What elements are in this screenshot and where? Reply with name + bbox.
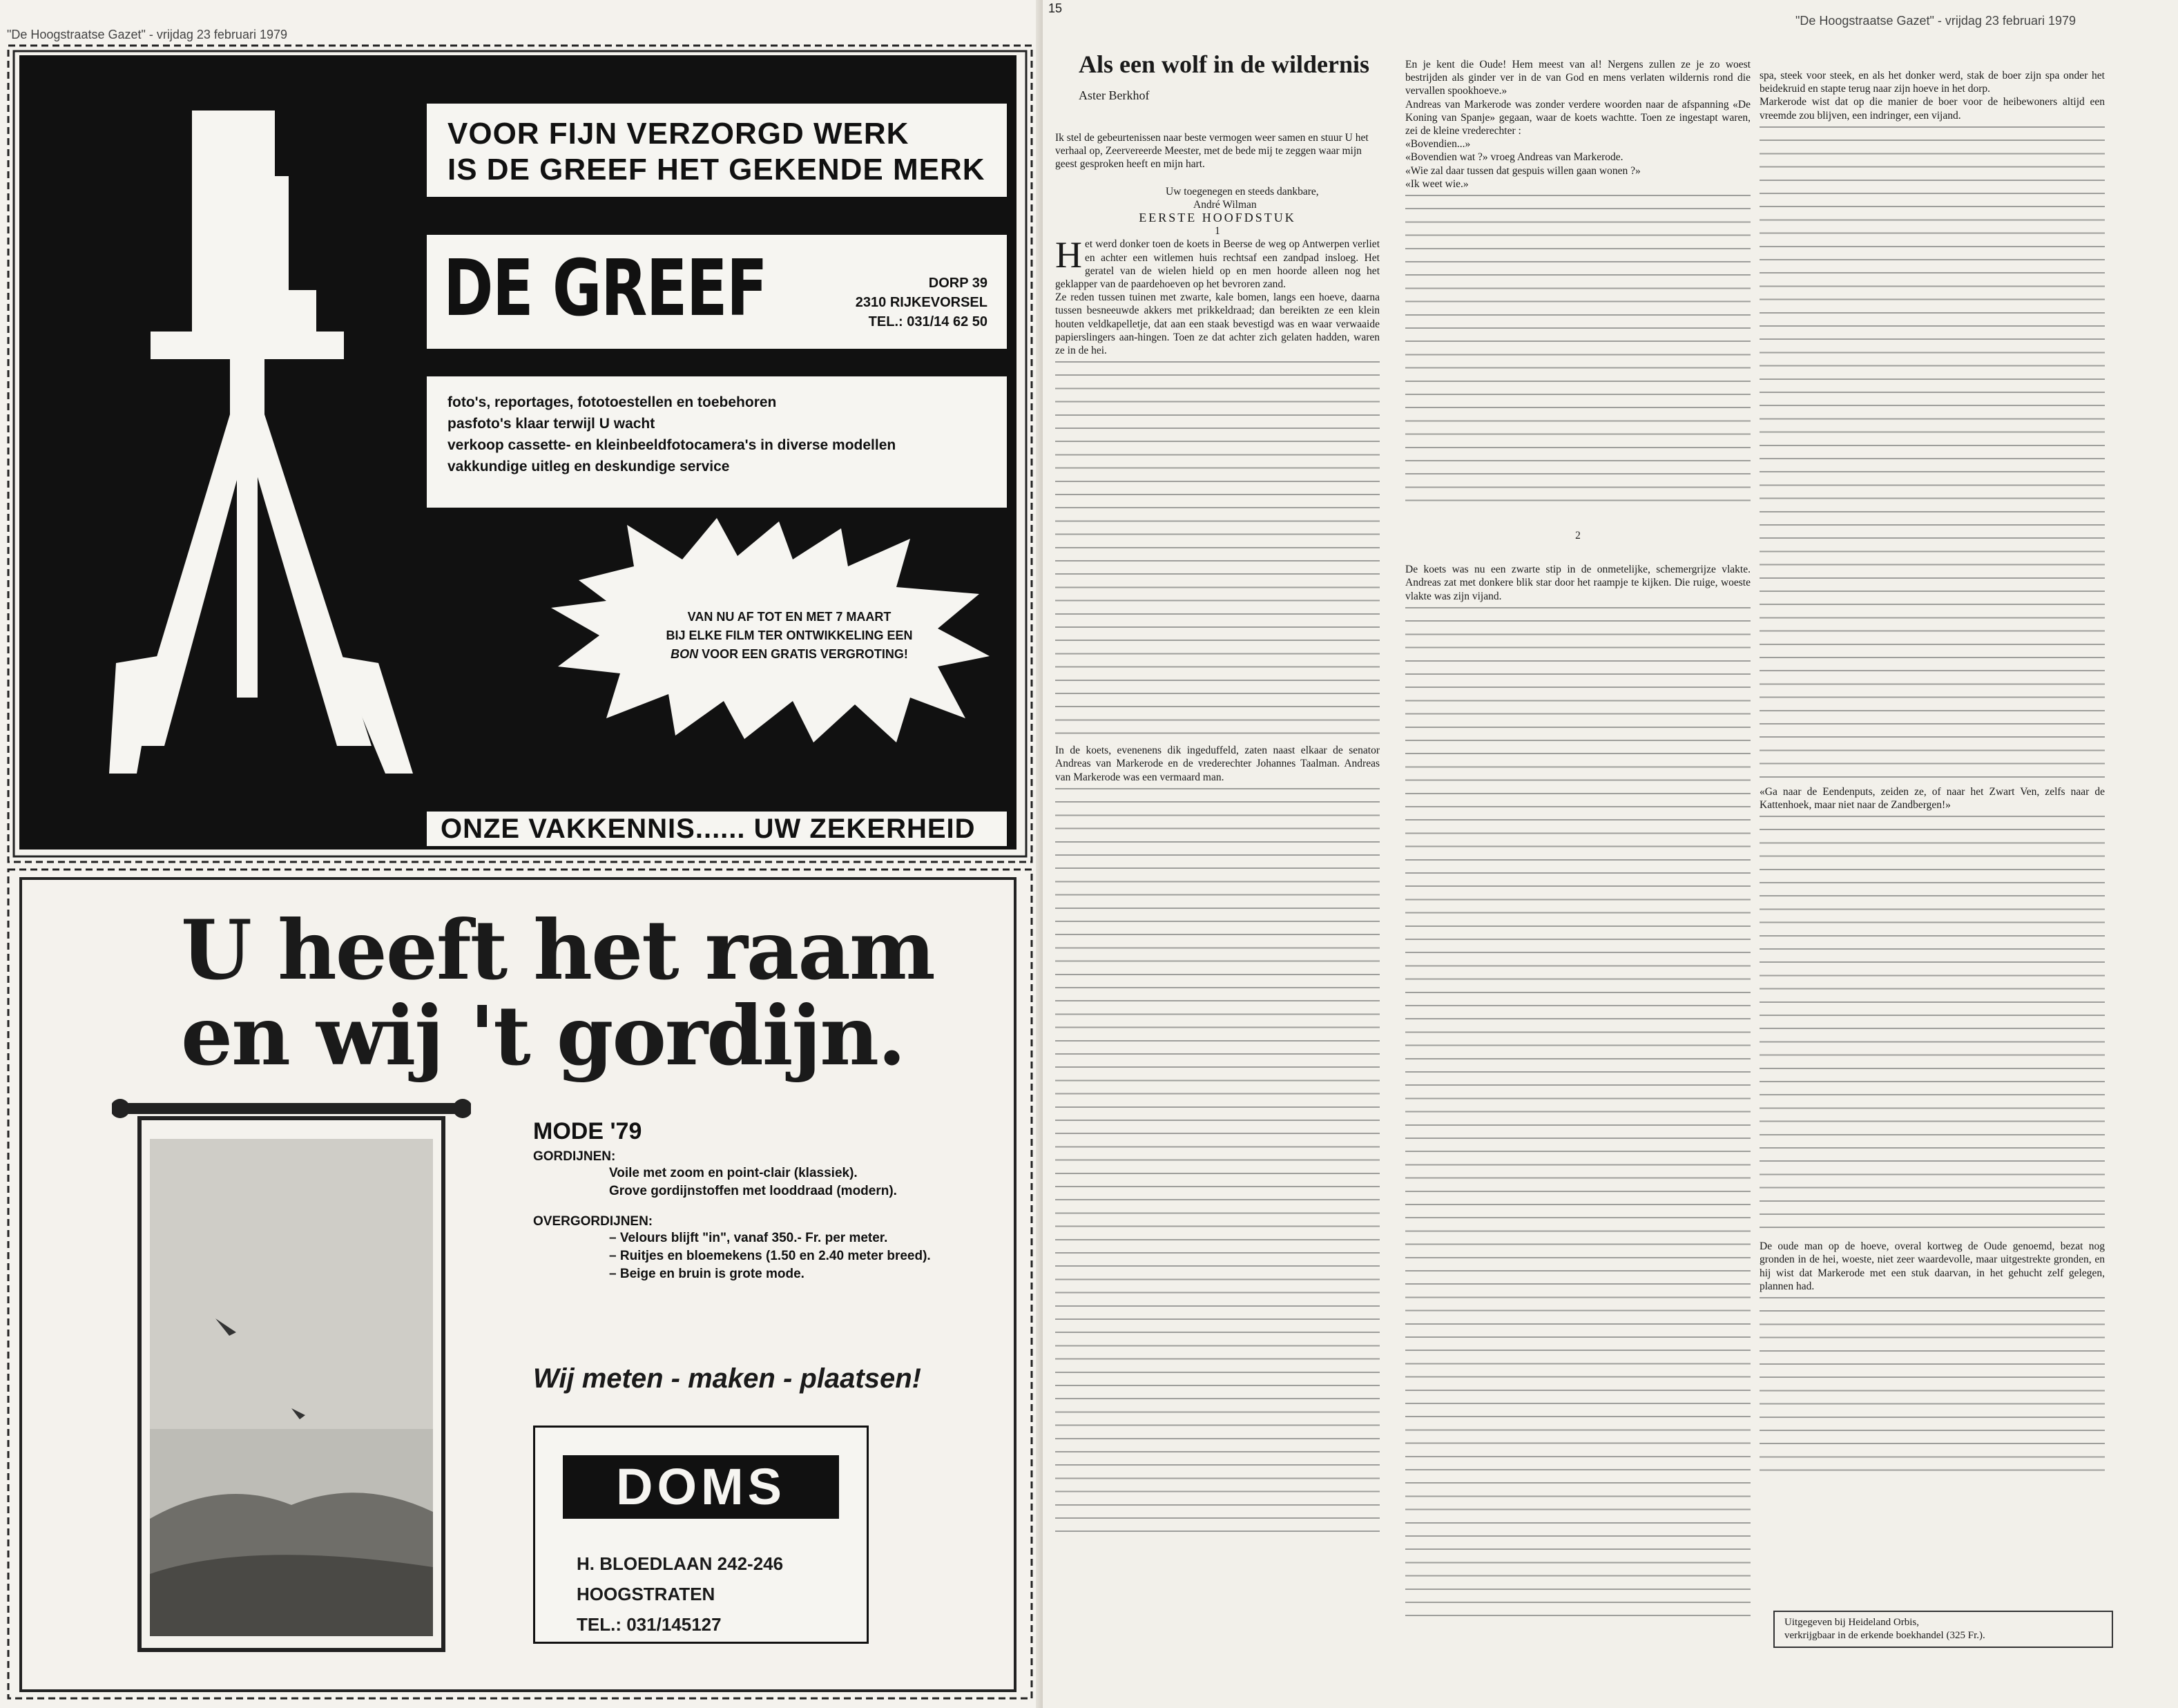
phone-number: TEL.: 031/14 62 50 <box>868 314 987 329</box>
service-item: verkoop cassette- en kleinbeeldfotocamera's in diverse modellen <box>447 437 896 453</box>
service-item: pasfoto's klaar terwijl U wacht <box>447 416 655 432</box>
doms-advertisement <box>19 877 1016 1692</box>
overgordijnen-label: OVERGORDIJNEN: <box>533 1214 653 1229</box>
article-column-2 <box>1405 58 1751 1625</box>
body-text-lines <box>1405 603 1751 1625</box>
body-text-lines <box>1760 812 2105 1240</box>
paragraph: Ze reden tussen tuinen met zwarte, kale bomen, langs een hoeve, daarna tussen besneeuwde akkers met prikkeldraad; dan bereikten ze een klein houten veldkapelletje, dat aan een staak bevestigd was en waar verwaaide papierslingers aan-hingen. Toen ze dat achter zich gelaten hadden, waren ze in de hei. <box>1055 291 1380 357</box>
doms-headline <box>181 902 934 1084</box>
doms-address-box <box>533 1426 869 1644</box>
headline-line-1: U heeft het raam <box>181 902 934 998</box>
quote: «Ga naar de Eendenputs, zeiden ze, of naar het Zwart Ven, zelfs naar de Kattenhoek, maar niet naar de Zandbergen!» <box>1760 785 2105 812</box>
promo-line-3 <box>651 645 927 664</box>
service-item: vakkundige uitleg en deskundige service <box>447 459 730 474</box>
opening-paragraph <box>1055 234 1380 291</box>
publisher-line-1: Uitgegeven bij Heideland Orbis, <box>1784 1617 1919 1628</box>
service-item: foto's, reportages, fototoestellen en toebehoren <box>447 394 777 410</box>
greef-brand-box <box>427 235 1007 349</box>
paragraph: In de koets, evenenens dik ingeduffeld, zaten naast elkaar de senator Andreas van Markerode en de vrederechter Johannes Taalman. Andreas van Markerode was een vermaard man. <box>1055 745 1380 783</box>
overgordijnen-item: – Ruitjes en bloemekens (1.50 en 2.40 meter breed). <box>609 1249 931 1263</box>
greef-motto: ONZE VAKKENNIS...... UW ZEKERHEID <box>427 812 1007 846</box>
article-author: Aster Berkhof <box>1079 88 1150 102</box>
running-header-left: "De Hoogstraatse Gazet" - vrijdag 23 februari 1979 <box>7 28 287 41</box>
article-column-3 <box>1760 69 2105 1472</box>
publisher-box <box>1773 1611 2113 1648</box>
paragraph: En je kent die Oude! Hem meest van al! Nergens zullen ze je zo woest bestrijden als ginder ver in de van God en mens verlaten wildernis rond die vervallen spookhoeve.» <box>1405 59 1751 97</box>
gordijnen-label: GORDIJNEN: <box>533 1149 616 1164</box>
gordijnen-item: Grove gordijnstoffen met looddraad (modern). <box>609 1184 897 1198</box>
brand-name: DE GREEF <box>443 244 767 334</box>
doms-city: HOOGSTRATEN <box>577 1584 715 1604</box>
overgordijnen-item: – Velours blijft "in", vanaf 350.- Fr. per meter. <box>609 1231 888 1245</box>
signoff-line-1: Uw toegenegen en steeds dankbare, <box>1166 185 1319 198</box>
doms-logo: DOMS <box>563 1455 839 1519</box>
dialog-line: «Bovendien...» <box>1405 138 1471 151</box>
camera-tripod-illustration <box>88 83 447 815</box>
running-header-right: "De Hoogstraatse Gazet" - vrijdag 23 februari 1979 <box>1795 14 2076 28</box>
paragraph: De koets was nu een zwarte stip in de onmetelijke, schemergrijze vlakte. Andreas zat met donkere blik star door het raampje te kijken. Die ruige, woeste vlakte was zijn vijand. <box>1405 564 1751 602</box>
article-title: Als een wolf in de wildernis <box>1079 50 1370 78</box>
gordijnen-item: Voile met zoom en point-clair (klassiek). <box>609 1166 858 1180</box>
hanging-tapestry-illustration <box>112 1091 471 1657</box>
body-text-lines <box>1405 191 1751 508</box>
greef-services <box>427 376 1007 508</box>
paragraph: Markerode wist dat op die manier de boer voor de heibewoners altijd een vreemde zou blijven, een indringer, een vijand. <box>1760 96 2105 122</box>
paragraph: De oude man op de hoeve, overal kortweg de Oude genoemd, bezat nog gronden in de hei, woeste, niet zeer waardevolle, maar uitgestrekte gronden, en hij wist dat Markerode met een stuk daarvan, in het gehucht zelf gelegen, plannen had. <box>1760 1240 2105 1292</box>
body-text-lines <box>1055 357 1380 744</box>
dialog-line: «Ik weet wie.» <box>1405 177 1469 190</box>
chapter-heading: EERSTE HOOFDSTUK <box>1139 211 1296 225</box>
slogan-line-2: IS DE GREEF HET GEKENDE MERK <box>447 153 985 186</box>
doms-street: H. BLOEDLAAN 242-246 <box>577 1553 784 1574</box>
address-city: 2310 RIJKEVORSEL <box>855 295 987 310</box>
overgordijnen-item: – Beige en bruin is grote mode. <box>609 1267 804 1281</box>
doms-phone: TEL.: 031/145127 <box>577 1614 722 1635</box>
left-page <box>0 0 1043 1708</box>
drop-cap: H <box>1055 234 1082 276</box>
signoff-line-2: André Wilman <box>1193 198 1257 211</box>
greef-slogan <box>427 104 1007 197</box>
body-text-lines <box>1055 784 1380 1537</box>
promo-line-2: BIJ ELKE FILM TER ONTWIKKELING EEN <box>666 628 913 642</box>
promo-line-3-rest: VOOR EEN GRATIS VERGROTING! <box>698 647 908 661</box>
mode-79-section <box>533 1118 931 1283</box>
doms-tagline: Wij meten - maken - plaatsen! <box>533 1363 921 1394</box>
article-column-1 <box>1055 131 1380 1537</box>
opening-text: et werd donker toen de koets in Beerse de weg op Antwerpen verliet en achter een witlemen huis rechtsaf een zandpad insloeg. Het geratel van de wielen hield op en men hoorde alleen nog het geklapper van de paardehoeven op het bevroren zand. <box>1055 238 1380 291</box>
paragraph: spa, steek voor steek, en als het donker werd, stak de boer zijn spa onder het beidekruid en stapte terug naar zijn hoeve in het dorp. <box>1760 70 2105 95</box>
paragraph: Andreas van Markerode was zonder verdere woorden naar de afspanning «De Koning van Spanje» gegaan, waar de koets wachtte. Toen ze ingestapt waren, zei de kleine vrederechter : <box>1405 98 1751 137</box>
promo-text <box>651 608 927 664</box>
greef-address <box>856 274 987 332</box>
dialog-line: «Wie zal daar tussen dat gespuis willen gaan wonen ?» <box>1405 164 1641 177</box>
promo-line-1: VAN NU AF TOT EN MET 7 MAART <box>687 610 892 624</box>
mode-title: MODE '79 <box>533 1118 642 1144</box>
page-number: 15 <box>1048 1 1063 15</box>
address-street: DORP 39 <box>928 276 987 291</box>
dialog-line: «Bovendien wat ?» vroeg Andreas van Markerode. <box>1405 151 1623 164</box>
body-text-lines <box>1760 122 2105 785</box>
promo-bon: BON <box>671 647 699 661</box>
publisher-line-2: verkrijgbaar in de erkende boekhandel (325 Fr.). <box>1784 1630 1985 1641</box>
section-number: 1 <box>1215 225 1220 238</box>
section-number: 2 <box>1575 530 1581 542</box>
body-text-lines <box>1760 1293 2105 1472</box>
slogan-line-1: VOOR FIJN VERZORGD WERK <box>447 117 909 151</box>
doms-address <box>577 1548 783 1640</box>
dedication: Ik stel de gebeurtenissen naar beste vermogen weer samen en stuur U het verhaal op, Zeervereerde Meester, met de bede mij te zeggen waar mijn geest gesproken heeft en mijn hart. <box>1055 132 1369 171</box>
headline-line-2: en wij 't gordijn. <box>181 988 905 1084</box>
de-greef-advertisement <box>19 55 1016 850</box>
